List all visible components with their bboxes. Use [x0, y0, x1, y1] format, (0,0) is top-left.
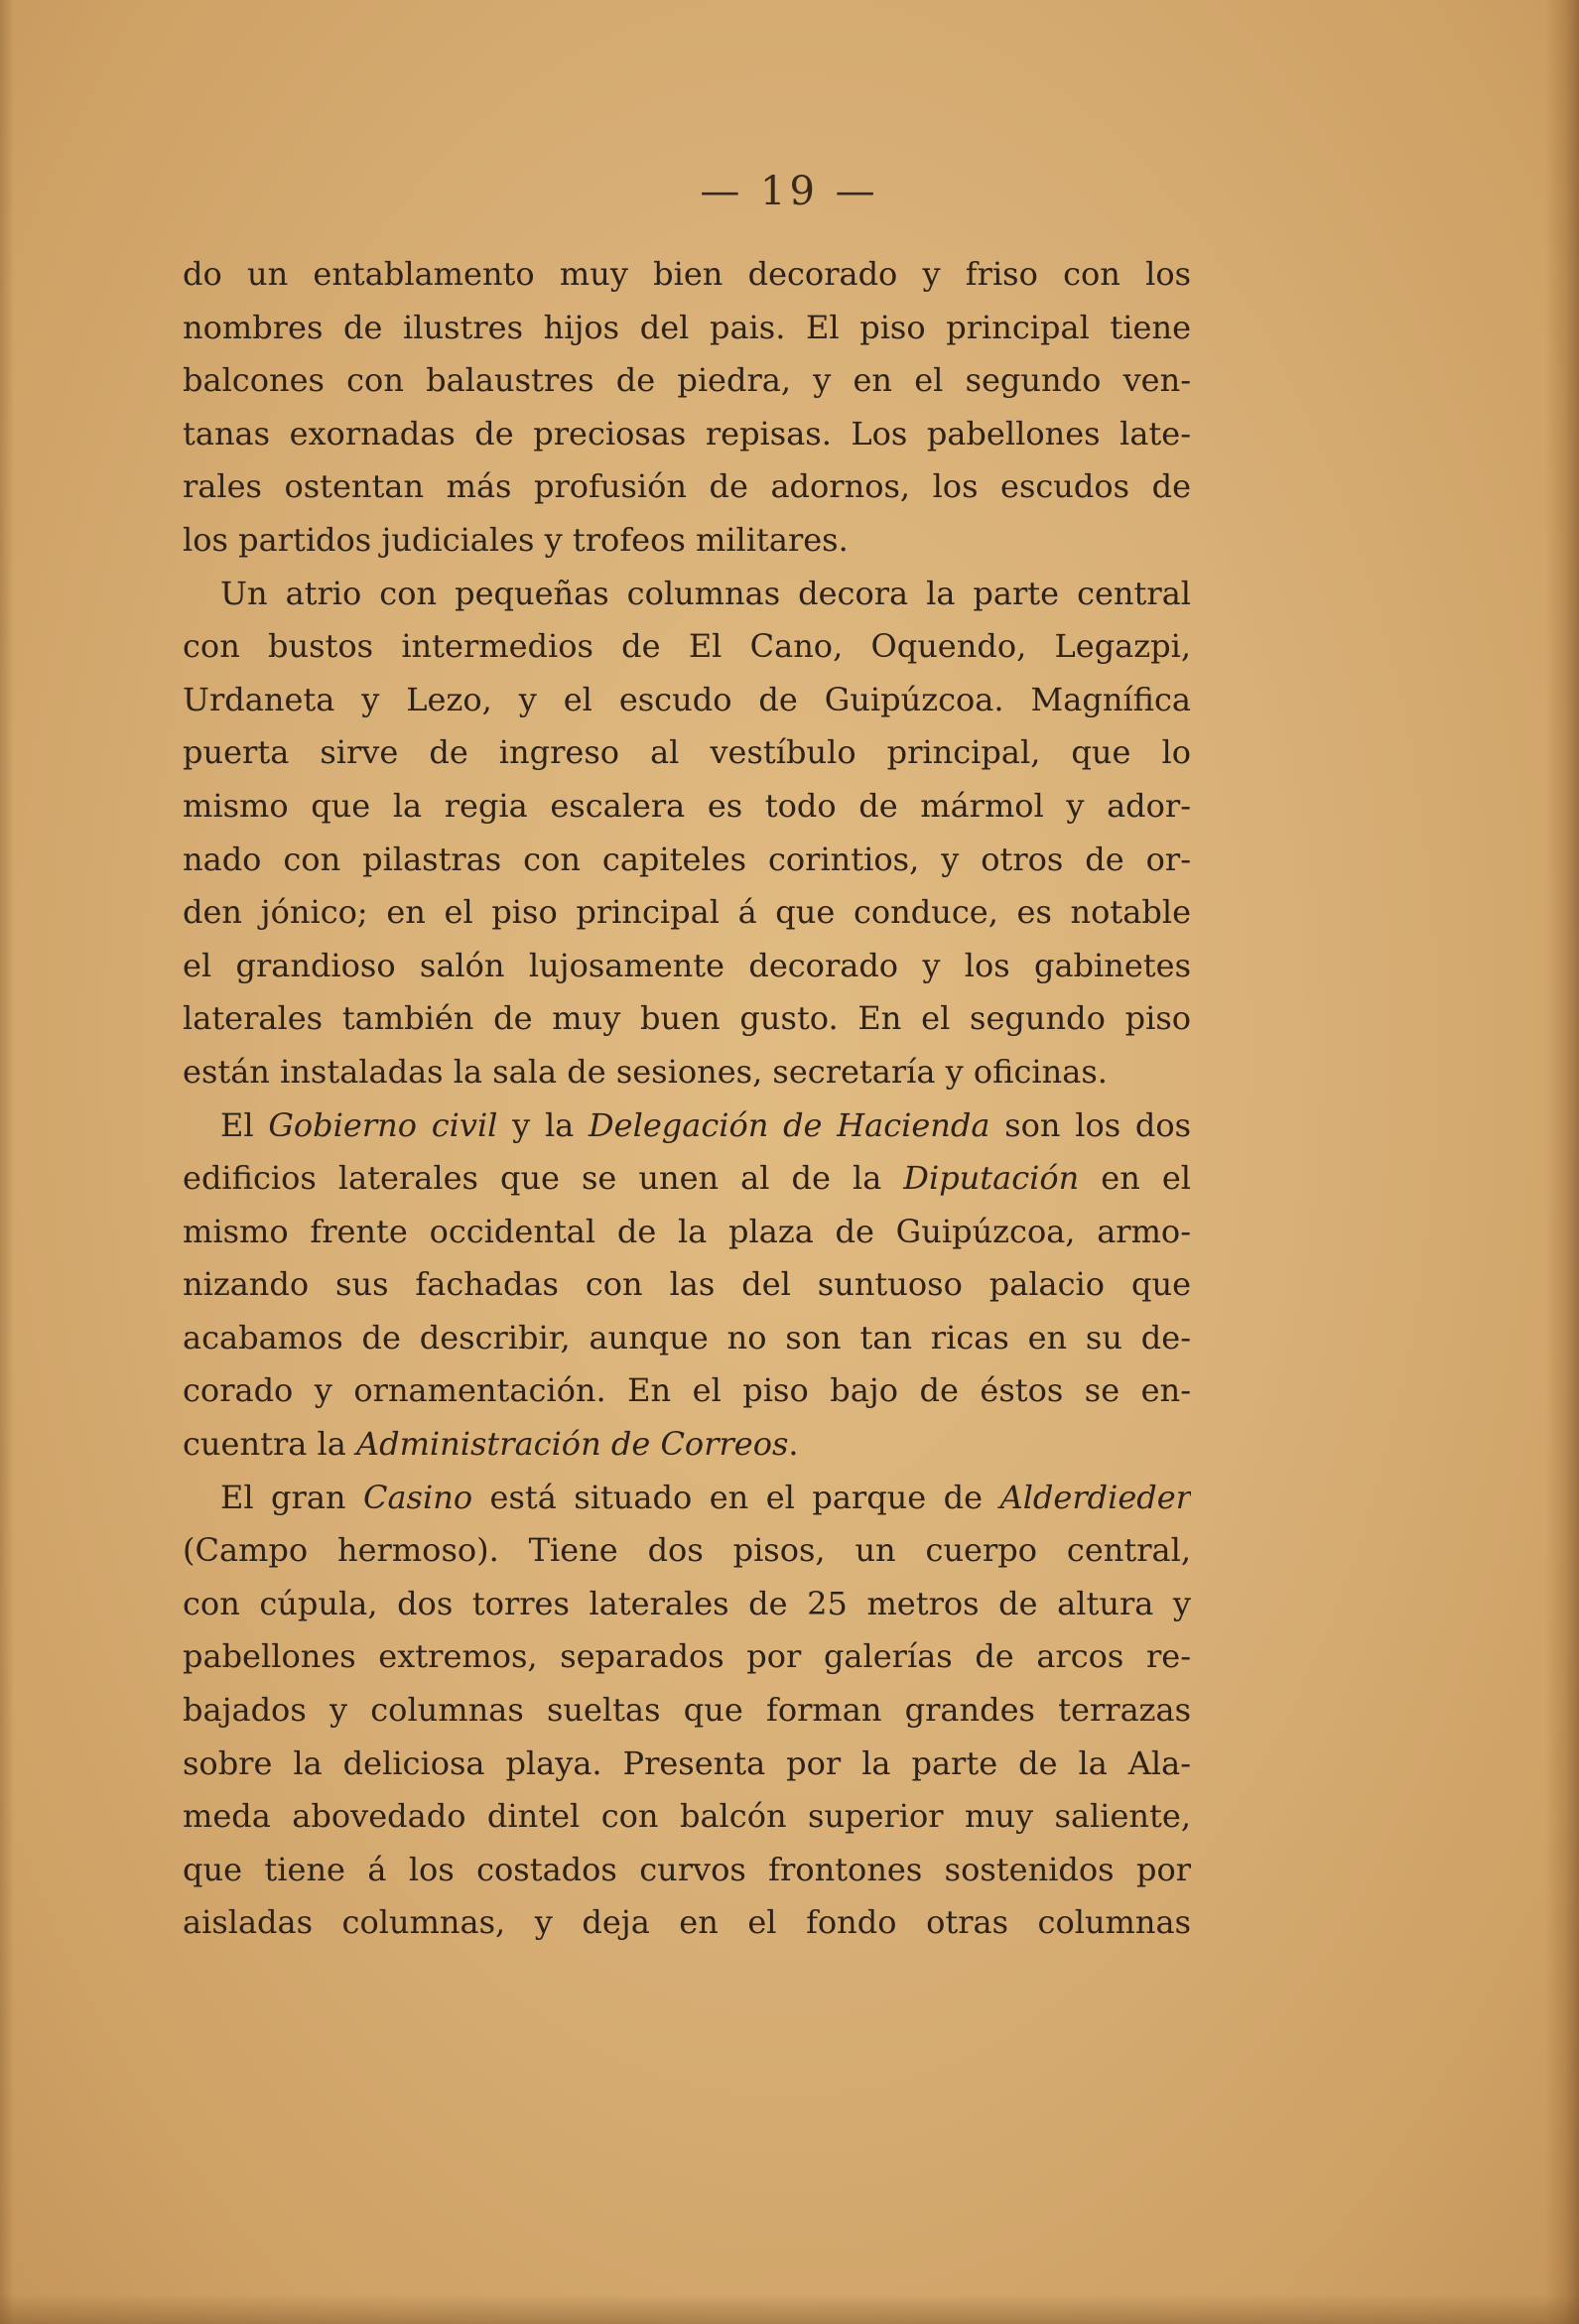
text-segment: edificios laterales que se unen al de la [183, 1159, 904, 1198]
text-line: nombres de ilustres hijos del pais. El piso principal tiene [183, 308, 1191, 346]
text-line: corado y ornamentación. En el piso bajo de éstos se en- [183, 1371, 1191, 1410]
text-line: con bustos intermedios de El Cano, Oquendo, Legazpi, [183, 627, 1191, 666]
italic-text: Gobierno civil [268, 1105, 498, 1144]
text-line [183, 1099, 1191, 1153]
text-segment: está situado en el parque de [472, 1478, 1000, 1516]
text-line: los partidos judiciales y trofeos militares. [183, 520, 849, 559]
text-line [183, 1418, 1191, 1472]
text-line: el grandioso salón lujosamente decorado y los gabinetes [183, 946, 1191, 984]
text-segment: son los dos [989, 1105, 1191, 1144]
text-line: nizando sus fachadas con las del suntuoso palacio que [183, 1265, 1191, 1304]
text-line: acabamos de describir, aunque no son tan ricas en su de- [183, 1318, 1191, 1356]
text-line [183, 1472, 1191, 1525]
body-text [183, 248, 1191, 1950]
text-segment: . [788, 1425, 799, 1464]
text-line: aisladas columnas, y deja en el fondo otras columnas [183, 1903, 1191, 1942]
page-number: — 19 — [700, 169, 879, 214]
text-line: (Campo hermoso). Tiene dos pisos, un cuerpo central, [183, 1531, 1191, 1570]
text-line: que tiene á los costados curvos frontones sostenidos por [183, 1850, 1191, 1888]
text-line: meda abovedado dintel con balcón superior muy saliente, [183, 1797, 1191, 1836]
italic-text: Casino [362, 1478, 473, 1516]
italic-text: Delegación de Hacienda [588, 1105, 990, 1144]
italic-text: Alderdieder [999, 1478, 1191, 1516]
page-edge-shadow-bottom [0, 2294, 1579, 2324]
text-line: rales ostentan más profusión de adornos, los escudos de [183, 467, 1191, 506]
text-line: laterales también de muy buen gusto. En el segundo piso [183, 999, 1191, 1038]
text-line: balcones con balaustres de piedra, y en el segundo ven- [183, 361, 1191, 400]
text-line: con cúpula, dos torres laterales de 25 metros de altura y [183, 1584, 1191, 1622]
text-line: Un atrio con pequeñas columnas decora la parte central [220, 574, 1191, 612]
text-line: están instaladas la sala de sesiones, secretaría y oficinas. [183, 1052, 1108, 1091]
italic-text: Administración de Correos [355, 1425, 789, 1464]
text-line: sobre la deliciosa playa. Presenta por la parte de la Ala- [183, 1743, 1191, 1782]
text-line: pabellones extremos, separados por galerías de arcos re- [183, 1637, 1191, 1676]
page-edge-shadow-left [0, 0, 14, 2324]
text-segment: en el [1079, 1159, 1191, 1198]
text-line [183, 1152, 1191, 1206]
text-line: puerta sirve de ingreso al vestíbulo principal, que lo [183, 733, 1191, 772]
text-line: bajados y columnas sueltas que forman grandes terrazas [183, 1691, 1191, 1730]
text-segment: El gran [220, 1478, 363, 1516]
text-segment: y la [497, 1105, 589, 1144]
text-line: mismo que la regia escalera es todo de mármol y ador- [183, 786, 1191, 825]
text-line: nado con pilastras con capiteles corintios, y otros de or- [183, 839, 1191, 878]
italic-text: Diputación [903, 1159, 1080, 1198]
text-line: do un entablamento muy bien decorado y friso con los [183, 255, 1191, 293]
page-edge-shadow-right [1545, 0, 1579, 2324]
text-segment: El [220, 1105, 269, 1144]
text-line: den jónico; en el piso principal á que conduce, es notable [183, 893, 1191, 932]
text-line: tanas exornadas de preciosas repisas. Los pabellones late- [183, 414, 1191, 452]
text-line: Urdaneta y Lezo, y el escudo de Guipúzcoa. Magnífica [183, 680, 1191, 718]
text-line: mismo frente occidental de la plaza de Guipúzcoa, armo- [183, 1212, 1191, 1250]
text-segment: cuentra la [183, 1425, 356, 1464]
